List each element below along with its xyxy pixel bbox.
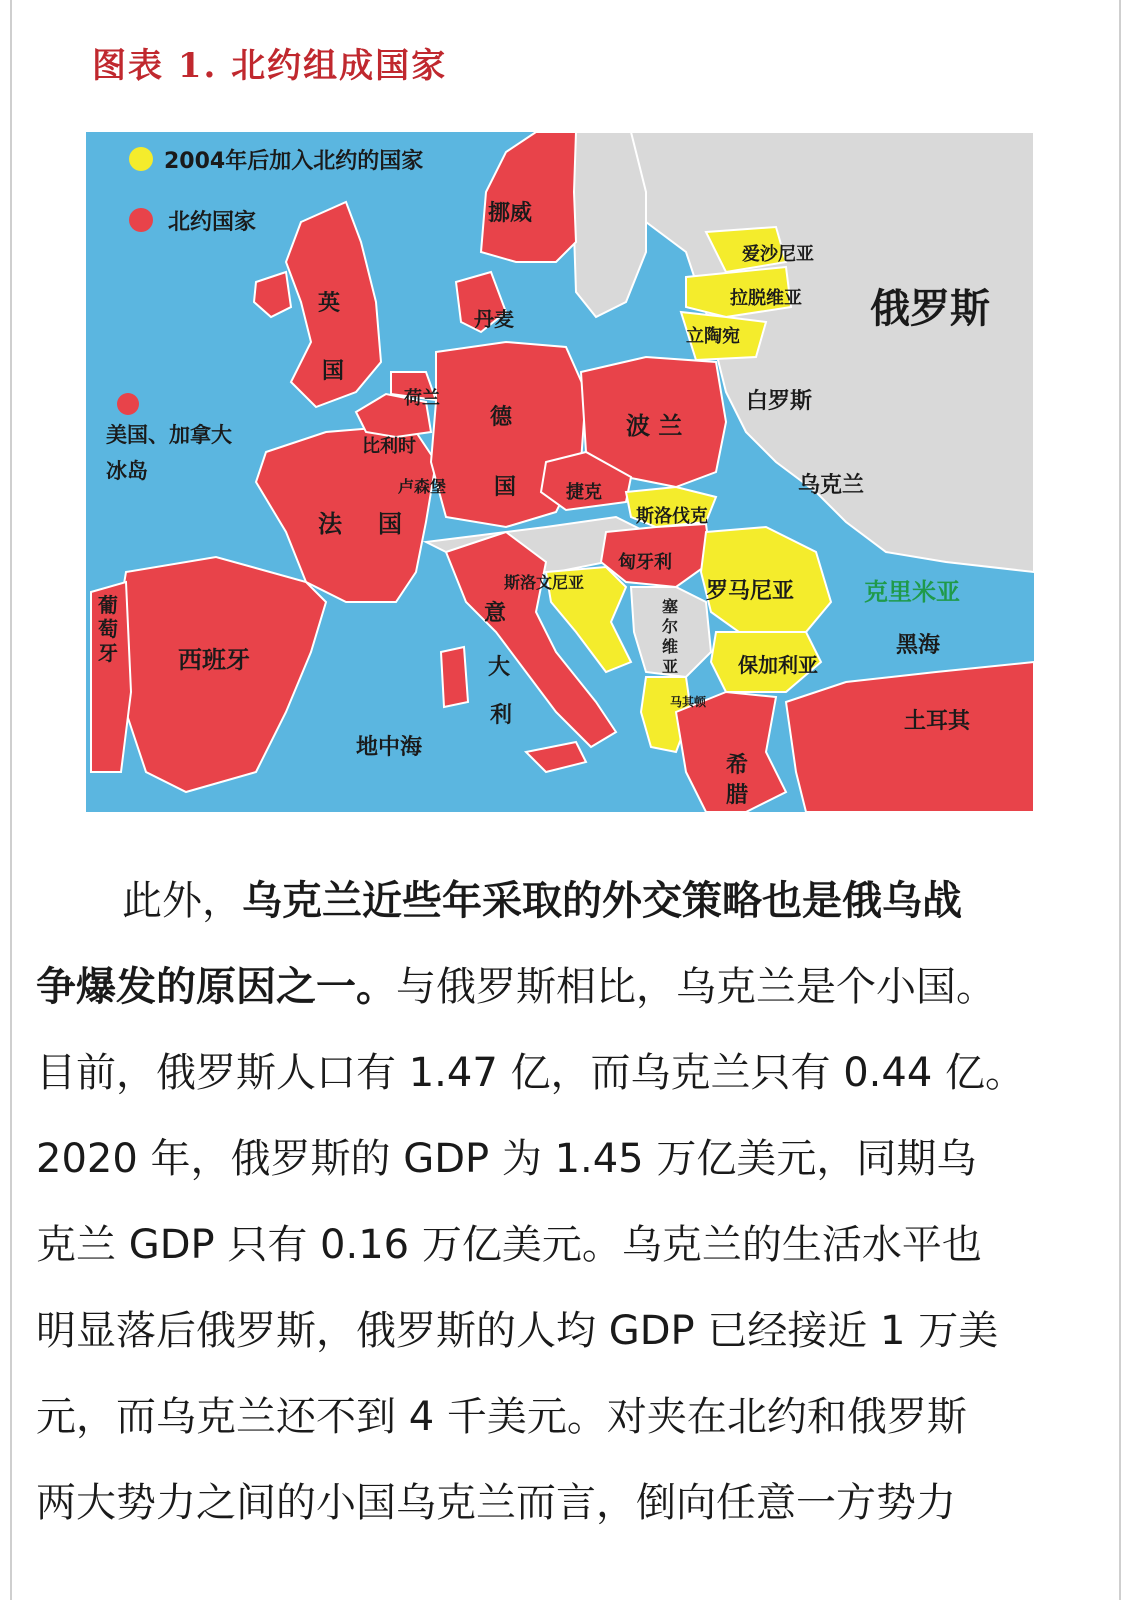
label-albania: 马其顿 bbox=[670, 695, 707, 709]
label-lithuania: 立陶宛 bbox=[686, 326, 740, 347]
label-serbia-3: 维 bbox=[662, 637, 679, 656]
right-margin-rule bbox=[1119, 0, 1121, 1600]
nato-map bbox=[86, 132, 1034, 812]
label-turkey: 土耳其 bbox=[904, 709, 971, 734]
label-poland: 波 兰 bbox=[626, 412, 683, 440]
label-black-sea: 黑海 bbox=[896, 633, 941, 658]
body-line-4: 2020 年，俄罗斯的 GDP 为 1.45 万亿美元，同期乌 bbox=[36, 1136, 977, 1182]
label-greece-1: 希 bbox=[726, 753, 749, 778]
label-italy-1: 意 bbox=[484, 601, 507, 626]
note-line1: 美国、加拿大 bbox=[106, 423, 232, 447]
label-uk-1: 英 bbox=[318, 291, 341, 316]
label-bulgaria: 保加利亚 bbox=[738, 653, 818, 677]
legend-red-dot bbox=[129, 208, 153, 232]
legend-joined-after-2004: 2004年后加入北约的国家 bbox=[164, 149, 424, 174]
label-portugal-1: 葡 bbox=[98, 593, 118, 617]
body-paragraph bbox=[36, 858, 1098, 1546]
country-sardinia bbox=[441, 647, 468, 707]
label-latvia: 拉脱维亚 bbox=[730, 288, 802, 309]
body-line-6: 明显落后俄罗斯，俄罗斯的人均 GDP 已经接近 1 万美 bbox=[36, 1308, 999, 1354]
label-greece-2: 腊 bbox=[726, 783, 749, 808]
label-serbia-2: 尔 bbox=[662, 617, 679, 636]
label-portugal-3: 牙 bbox=[98, 641, 118, 665]
figure-title: 图表 1. 北约组成国家 bbox=[92, 46, 448, 86]
label-france-2: 国 bbox=[378, 510, 402, 538]
label-norway: 挪威 bbox=[488, 201, 533, 226]
label-germany-2: 国 bbox=[494, 475, 517, 500]
label-slovakia: 斯洛伐克 bbox=[636, 506, 708, 527]
body-line-5: 克兰 GDP 只有 0.16 万亿美元。乌克兰的生活水平也 bbox=[36, 1222, 982, 1268]
label-france-1: 法 bbox=[318, 510, 342, 538]
label-czech: 捷克 bbox=[566, 482, 602, 503]
label-hungary: 匈牙利 bbox=[618, 552, 672, 573]
label-luxembourg: 卢森堡 bbox=[398, 477, 447, 496]
legend-yellow-dot bbox=[129, 147, 153, 171]
label-italy-3: 利 bbox=[490, 703, 513, 728]
note-red-dot bbox=[117, 393, 139, 415]
body-line-7: 元，而乌克兰还不到 4 千美元。对夹在北约和俄罗斯 bbox=[36, 1394, 967, 1440]
label-romania: 罗马尼亚 bbox=[706, 579, 795, 604]
body-line-3: 目前，俄罗斯人口有 1.47 亿，而乌克兰只有 0.44 亿。 bbox=[36, 1050, 1025, 1096]
label-serbia-4: 亚 bbox=[662, 657, 679, 676]
label-italy-2: 大 bbox=[488, 655, 511, 680]
label-belgium: 比利时 bbox=[362, 436, 416, 457]
label-ukraine: 乌克兰 bbox=[798, 473, 865, 498]
note-line2: 冰岛 bbox=[106, 459, 148, 483]
label-crimea: 克里米亚 bbox=[864, 578, 960, 606]
body-line-8: 两大势力之间的小国乌克兰而言，倒向任意一方势力 bbox=[36, 1480, 956, 1526]
label-belarus: 白罗斯 bbox=[746, 389, 813, 414]
label-spain: 西班牙 bbox=[178, 646, 250, 674]
label-estonia: 爱沙尼亚 bbox=[742, 244, 814, 265]
label-uk-2: 国 bbox=[322, 359, 345, 384]
label-denmark: 丹麦 bbox=[474, 307, 514, 331]
body-line-2: 争爆发的原因之一。与俄罗斯相比，乌克兰是个小国。 bbox=[36, 964, 996, 1010]
label-russia: 俄罗斯 bbox=[870, 286, 990, 332]
label-germany-1: 德 bbox=[490, 405, 513, 430]
label-portugal-2: 萄 bbox=[98, 617, 118, 641]
legend-nato: 北约国家 bbox=[168, 210, 257, 235]
label-mediterranean: 地中海 bbox=[356, 735, 423, 760]
label-slovenia: 斯洛文尼亚 bbox=[504, 573, 585, 592]
label-serbia-1: 塞 bbox=[662, 597, 679, 616]
left-margin-rule bbox=[10, 0, 12, 1600]
body-line-1: 此外，乌克兰近些年采取的外交策略也是俄乌战 bbox=[122, 878, 962, 924]
label-netherlands: 荷兰 bbox=[404, 388, 440, 409]
